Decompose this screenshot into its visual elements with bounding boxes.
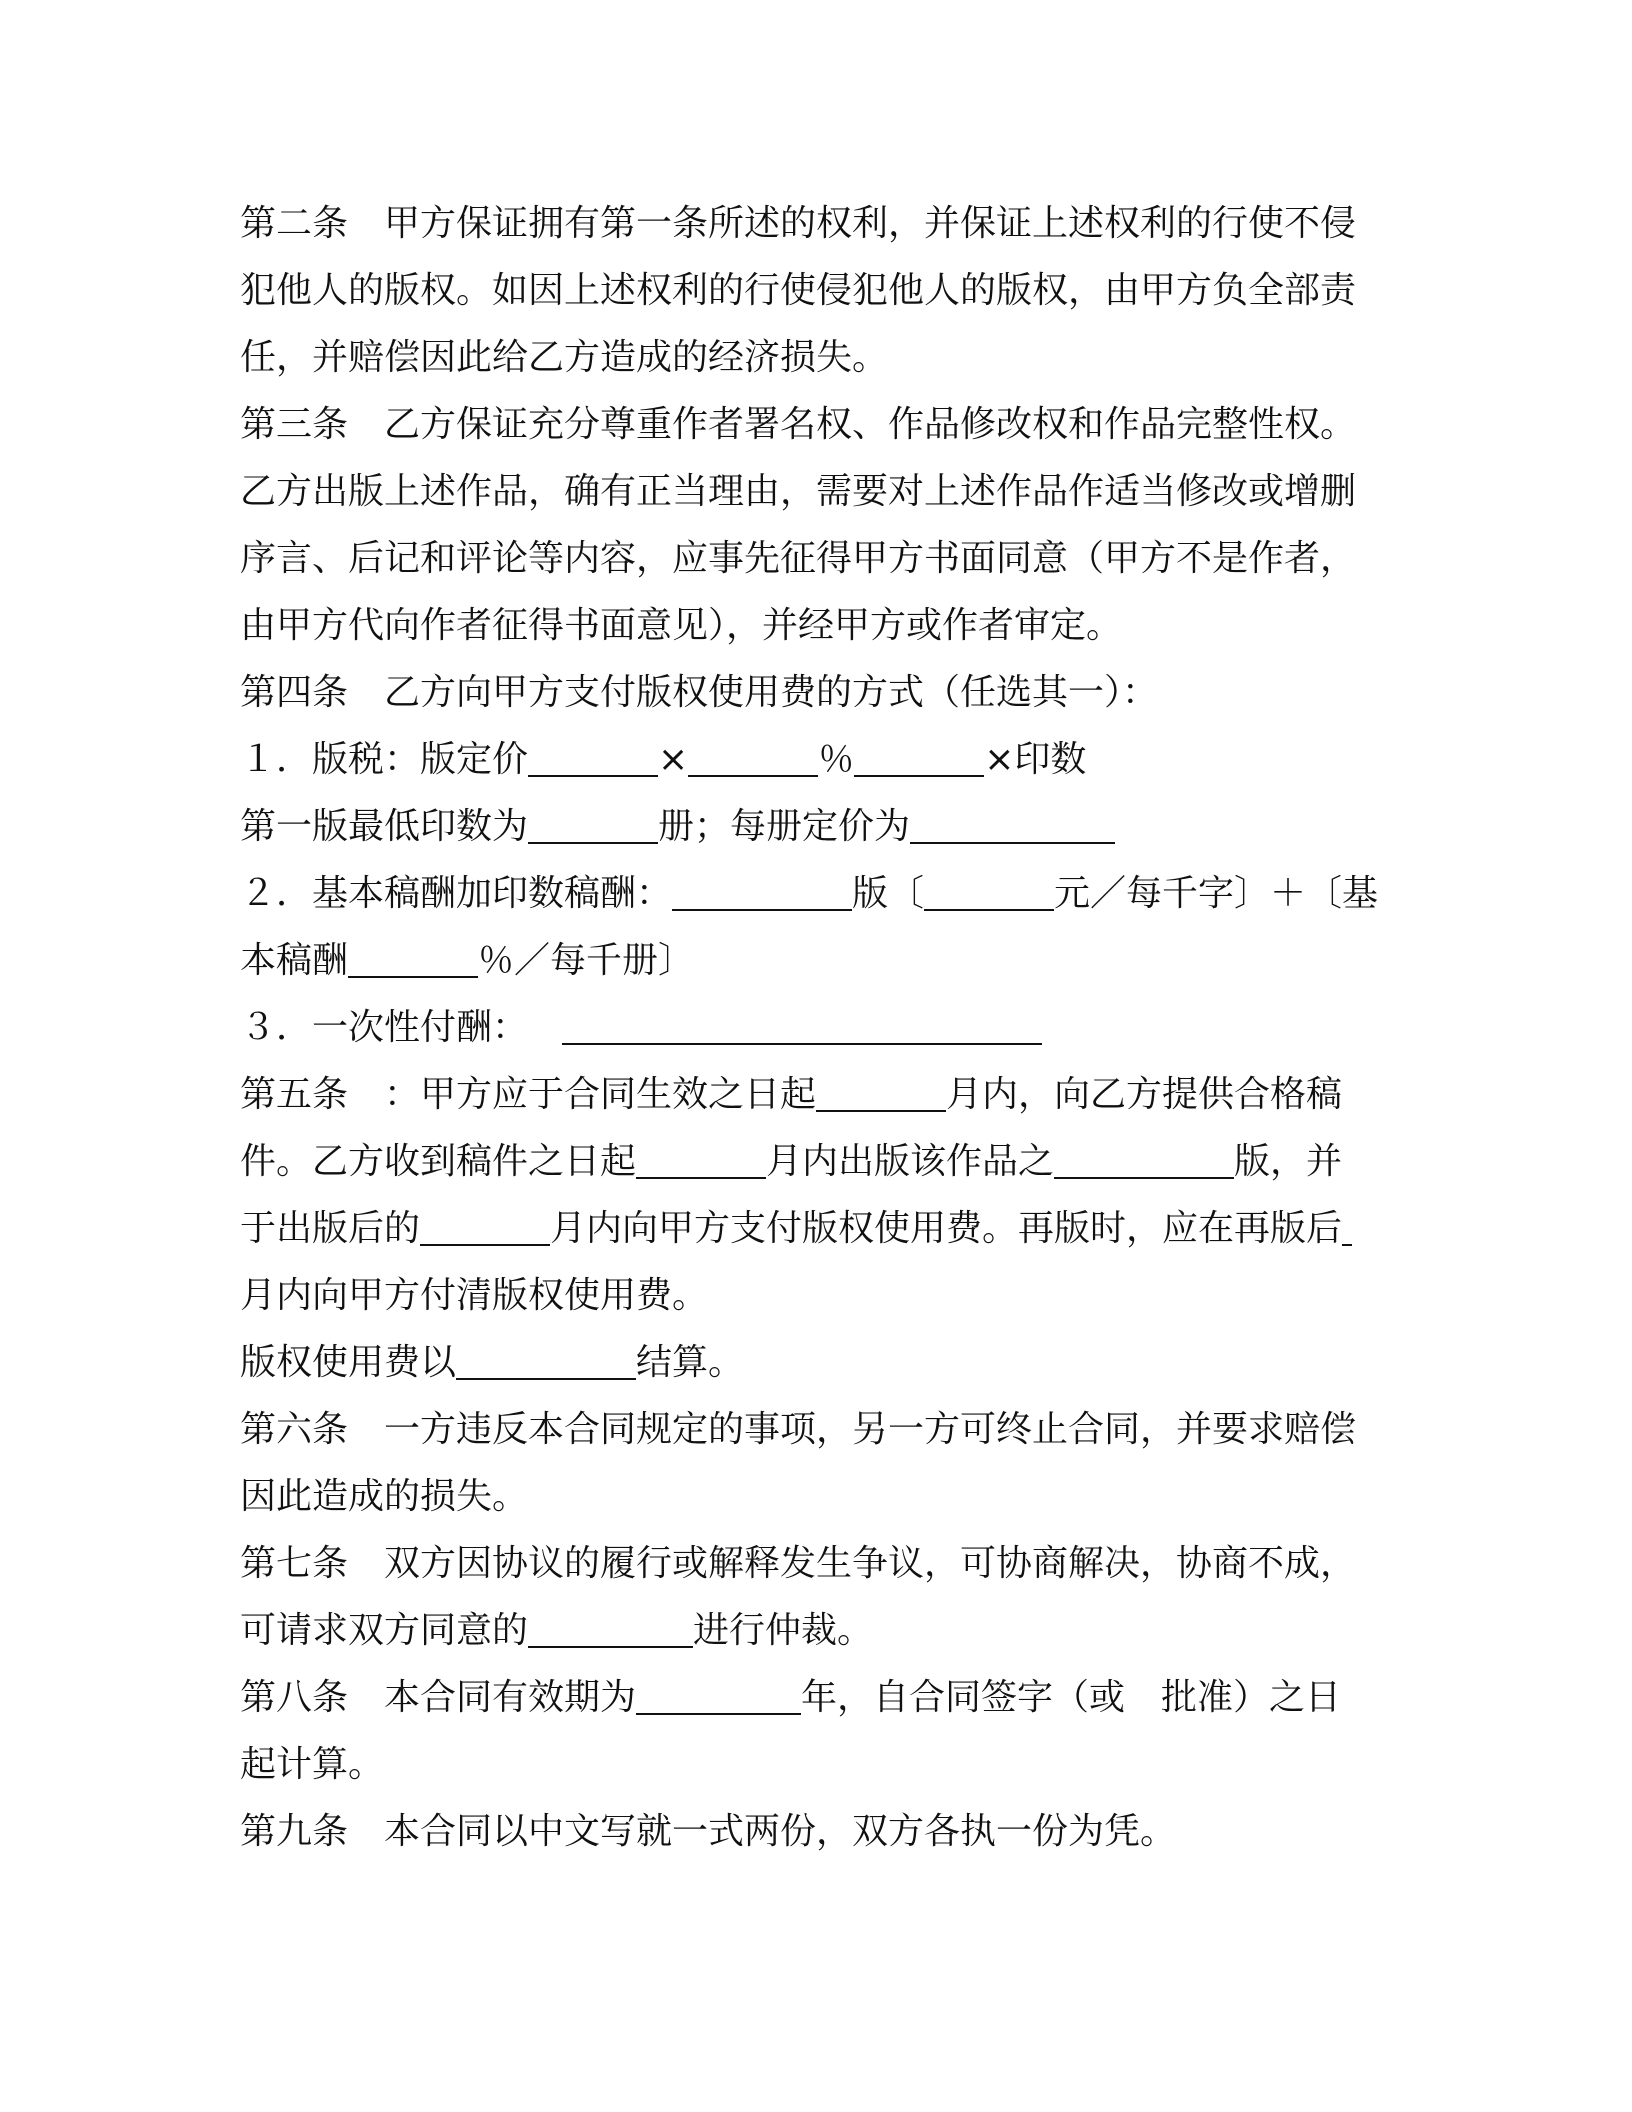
blank-arbitration-body[interactable] bbox=[528, 1608, 693, 1648]
article-8-line-1 bbox=[240, 1664, 1400, 1731]
article-6-line-1 bbox=[240, 1396, 1400, 1463]
article-7-line-2 bbox=[240, 1597, 1400, 1664]
settlement-line bbox=[240, 1329, 1400, 1396]
option-1-royalty bbox=[240, 726, 1400, 793]
text: 任，并赔偿因此给乙方造成的经济损失。 bbox=[240, 337, 889, 378]
blank-validity-years[interactable] bbox=[636, 1675, 801, 1715]
blank-percent[interactable] bbox=[688, 737, 818, 777]
blank-unit-price[interactable] bbox=[910, 804, 1115, 844]
article-7-line-1 bbox=[240, 1530, 1400, 1597]
text: 起计算。 bbox=[240, 1744, 385, 1785]
option-2-basic-fee bbox=[240, 860, 1400, 927]
text: 版权使用费以 bbox=[240, 1342, 457, 1383]
text: ％／每千册〕 bbox=[478, 940, 695, 981]
option-2-basic-fee-cont bbox=[240, 927, 1400, 994]
text: 版〔 bbox=[852, 873, 925, 914]
article-3-line-4 bbox=[240, 592, 1400, 659]
article-3-line-1 bbox=[240, 391, 1400, 458]
text: ３．一次性付酬： bbox=[240, 1007, 529, 1048]
text: 第九条 本合同以中文写就一式两份，双方各执一份为凭。 bbox=[240, 1811, 1177, 1852]
blank-months-manuscript[interactable] bbox=[816, 1072, 946, 1112]
article-5-line-4 bbox=[240, 1262, 1400, 1329]
blank-edition-number[interactable] bbox=[1054, 1139, 1234, 1179]
text: 因此造成的损失。 bbox=[240, 1476, 529, 1517]
text: 由甲方代向作者征得书面意见），并经甲方或作者审定。 bbox=[240, 605, 1123, 646]
text: 进行仲裁。 bbox=[693, 1610, 874, 1651]
text: 第七条 双方因协议的履行或解释发生争议，可协商解决，协商不成， bbox=[240, 1543, 1357, 1584]
text: 乙方出版上述作品，确有正当理由，需要对上述作品作适当修改或增删 bbox=[240, 471, 1357, 512]
blank-rate[interactable] bbox=[854, 737, 984, 777]
blank-edition[interactable] bbox=[672, 871, 852, 911]
text: 册；每册定价为 bbox=[658, 806, 911, 847]
article-4-heading bbox=[240, 659, 1400, 726]
text: × bbox=[658, 739, 689, 780]
blank-months-publish[interactable] bbox=[636, 1139, 766, 1179]
text: 件。乙方收到稿件之日起 bbox=[240, 1141, 637, 1182]
text: 结算。 bbox=[636, 1342, 745, 1383]
text: ％ bbox=[818, 739, 855, 780]
article-2-line-3 bbox=[240, 324, 1400, 391]
blank-percent-print[interactable] bbox=[348, 938, 478, 978]
contract-page bbox=[240, 190, 1400, 1865]
text: 第二条 甲方保证拥有第一条所述的权利，并保证上述权利的行使不侵 bbox=[240, 203, 1357, 244]
option-3-lump-sum bbox=[240, 994, 1400, 1061]
text: 第六条 一方违反本合同规定的事项，另一方可终止合同，并要求赔偿 bbox=[240, 1409, 1357, 1450]
text: ×印数 bbox=[984, 739, 1087, 780]
text: 版，并 bbox=[1234, 1141, 1343, 1182]
article-6-line-2 bbox=[240, 1463, 1400, 1530]
article-3-line-3 bbox=[240, 525, 1400, 592]
text: １．版税：版定价 bbox=[240, 739, 529, 780]
blank-price[interactable] bbox=[528, 737, 658, 777]
blank-yuan[interactable] bbox=[924, 871, 1054, 911]
article-3-line-2 bbox=[240, 458, 1400, 525]
text: 年，自合同签字（或 批准）之日 bbox=[801, 1677, 1342, 1718]
article-2-line-2 bbox=[240, 257, 1400, 324]
blank-reprint-months[interactable] bbox=[1342, 1206, 1352, 1246]
option-1-min-print bbox=[240, 793, 1400, 860]
text: 第一版最低印数为 bbox=[240, 806, 529, 847]
text: 犯他人的版权。如因上述权利的行使侵犯他人的版权，由甲方负全部责 bbox=[240, 270, 1357, 311]
text: 第五条 ：甲方应于合同生效之日起 bbox=[240, 1074, 817, 1115]
blank-settlement-currency[interactable] bbox=[456, 1340, 636, 1380]
text: 元／每千字〕＋〔基 bbox=[1054, 873, 1379, 914]
article-9-line-1 bbox=[240, 1798, 1400, 1865]
text: 第四条 乙方向甲方支付版权使用费的方式（任选其一）： bbox=[240, 672, 1159, 713]
text: 本稿酬 bbox=[240, 940, 349, 981]
text: 第三条 乙方保证充分尊重作者署名权、作品修改权和作品完整性权。 bbox=[240, 404, 1357, 445]
text: 月内向甲方支付版权使用费。再版时，应在再版后 bbox=[550, 1208, 1343, 1249]
text: 序言、后记和评论等内容，应事先征得甲方书面同意（甲方不是作者， bbox=[240, 538, 1357, 579]
text: 于出版后的 bbox=[240, 1208, 421, 1249]
text: 月内出版该作品之 bbox=[766, 1141, 1055, 1182]
article-5-line-2 bbox=[240, 1128, 1400, 1195]
blank-min-print[interactable] bbox=[528, 804, 658, 844]
blank-lump-sum[interactable] bbox=[562, 1005, 1042, 1045]
article-8-line-2 bbox=[240, 1731, 1400, 1798]
article-5-line-1 bbox=[240, 1061, 1400, 1128]
text: ２．基本稿酬加印数稿酬： bbox=[240, 873, 673, 914]
text: 月内，向乙方提供合格稿 bbox=[946, 1074, 1343, 1115]
text: 第八条 本合同有效期为 bbox=[240, 1677, 637, 1718]
article-2-line-1 bbox=[240, 190, 1400, 257]
text: 可请求双方同意的 bbox=[240, 1610, 529, 1651]
text: 月内向甲方付清版权使用费。 bbox=[240, 1275, 709, 1316]
blank-months-pay[interactable] bbox=[420, 1206, 550, 1246]
article-5-line-3 bbox=[240, 1195, 1400, 1262]
